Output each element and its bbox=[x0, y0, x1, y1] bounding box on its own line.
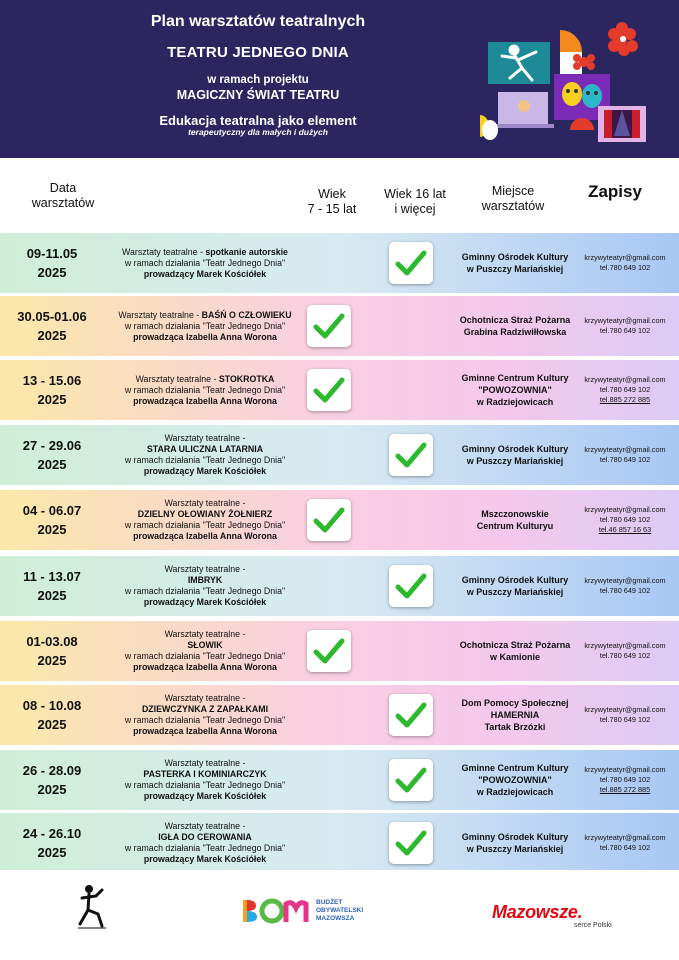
age-check-box bbox=[389, 242, 433, 284]
row-date-range: 24 - 26.10 bbox=[22, 826, 82, 841]
row-desc-leader: prowadzący Marek Kościółek bbox=[143, 466, 267, 476]
schedule-row bbox=[0, 685, 679, 745]
schedule-row bbox=[0, 556, 679, 616]
col-header-date-l1: Data bbox=[49, 181, 77, 195]
row-contact bbox=[576, 233, 674, 293]
row-contact-email[interactable]: krzywyteatyr@gmail.com bbox=[584, 445, 666, 454]
row-desc-program: w ramach działania "Teatr Jednego Dnia" bbox=[124, 715, 286, 725]
row-contact-phone-2[interactable]: tel.885 272 885 bbox=[599, 785, 651, 794]
schedule-row bbox=[0, 233, 679, 293]
bom-text-l1: BUDŻET bbox=[316, 899, 343, 906]
row-date-range: 04 - 06.07 bbox=[22, 503, 82, 518]
row-date bbox=[8, 233, 96, 293]
row-contact-email[interactable]: krzywyteatyr@gmail.com bbox=[584, 576, 666, 585]
row-place-line-2: w Puszczy Mariańskiej bbox=[466, 844, 564, 854]
col-header-date bbox=[14, 181, 112, 211]
row-contact-phone[interactable]: tel.780 649 102 bbox=[599, 326, 651, 335]
row-date-range: 13 - 15.06 bbox=[22, 373, 82, 388]
row-desc-leader: prowadząca Izabella Anna Worona bbox=[133, 395, 277, 406]
row-desc-prefix: Warsztaty teatralne - bbox=[122, 246, 206, 257]
row-description bbox=[98, 233, 312, 293]
header-line-5: Edukacja teatralna jako element bbox=[159, 113, 357, 128]
col-header-age-7-15 bbox=[298, 187, 366, 217]
row-contact-phone[interactable]: tel.780 649 102 bbox=[599, 775, 651, 784]
row-contact-phone[interactable]: tel.780 649 102 bbox=[599, 843, 651, 852]
row-date-year: 2025 bbox=[37, 265, 67, 280]
row-place-line-1: Gminny Ośrodek Kultury bbox=[461, 575, 569, 585]
row-date-range: 08 - 10.08 bbox=[22, 698, 82, 713]
row-desc-program: w ramach działania "Teatr Jednego Dnia" bbox=[124, 843, 286, 853]
schedule-row bbox=[0, 296, 679, 356]
row-date bbox=[8, 685, 96, 745]
row-desc-prefix: Warsztaty teatralne - bbox=[118, 309, 202, 320]
row-date-range: 30.05-01.06 bbox=[17, 309, 87, 324]
row-place bbox=[430, 685, 600, 745]
row-contact-email[interactable]: krzywyteatyr@gmail.com bbox=[584, 316, 666, 325]
row-place-line-2: w Puszczy Mariańskiej bbox=[466, 456, 564, 466]
row-desc-line-1 bbox=[98, 374, 312, 385]
col-header-age2-l1: Wiek 16 lat bbox=[384, 187, 446, 201]
checkmark-icon bbox=[313, 375, 345, 405]
row-desc-line-1 bbox=[98, 310, 312, 321]
row-contact bbox=[576, 425, 674, 485]
row-date bbox=[8, 425, 96, 485]
row-date bbox=[8, 490, 96, 550]
row-contact-phone[interactable]: tel.780 649 102 bbox=[599, 263, 651, 272]
row-desc-prefix: Warsztaty teatralne - bbox=[164, 821, 246, 831]
row-description bbox=[98, 813, 312, 873]
row-date bbox=[8, 750, 96, 810]
row-contact bbox=[576, 621, 674, 681]
header-line-4: MAGICZNY ŚWIAT TEATRU bbox=[176, 88, 340, 102]
schedule-row bbox=[0, 750, 679, 810]
row-date-year: 2025 bbox=[37, 457, 67, 472]
row-place-line-1: Gminny Ośrodek Kultury bbox=[461, 444, 569, 454]
checkmark-icon bbox=[395, 248, 427, 278]
row-date bbox=[8, 556, 96, 616]
row-contact-email[interactable]: krzywyteatyr@gmail.com bbox=[584, 505, 666, 514]
row-contact-phone[interactable]: tel.780 649 102 bbox=[599, 515, 651, 524]
age-check-box bbox=[307, 630, 351, 672]
col-header-age-16-plus bbox=[372, 187, 458, 217]
row-date-year: 2025 bbox=[37, 522, 67, 537]
row-desc-program: w ramach działania "Teatr Jednego Dnia" bbox=[124, 651, 286, 661]
checkmark-icon bbox=[313, 505, 345, 535]
age-check-box bbox=[307, 499, 351, 541]
checkmark-icon bbox=[395, 571, 427, 601]
row-contact bbox=[576, 813, 674, 873]
row-desc-program: w ramach działania "Teatr Jednego Dnia" bbox=[124, 780, 286, 790]
checkmark-icon bbox=[395, 828, 427, 858]
row-desc-line-1 bbox=[98, 821, 312, 832]
row-contact bbox=[576, 360, 674, 420]
row-contact-email[interactable]: krzywyteatyr@gmail.com bbox=[584, 253, 666, 262]
row-desc-line-1 bbox=[98, 758, 312, 769]
row-place bbox=[430, 813, 600, 873]
theatre-collage-illustration bbox=[480, 22, 660, 144]
row-desc-title-inline: spotkanie autorskie bbox=[205, 246, 288, 257]
col-header-place bbox=[466, 184, 560, 214]
checkmark-icon bbox=[395, 440, 427, 470]
bom-logo bbox=[242, 898, 372, 928]
row-desc-prefix: Warsztaty teatralne - bbox=[164, 629, 246, 639]
row-desc-title: PASTERKA I KOMINIARCZYK bbox=[143, 769, 267, 779]
row-description bbox=[98, 360, 312, 420]
row-contact-phone[interactable]: tel.780 649 102 bbox=[599, 715, 651, 724]
row-date-year: 2025 bbox=[37, 845, 67, 860]
theatre-dancer-logo bbox=[72, 884, 112, 932]
mazowsze-wordmark: Mazowsze. bbox=[492, 902, 583, 922]
age-check-box bbox=[389, 759, 433, 801]
row-contact-phone[interactable]: tel.780 649 102 bbox=[599, 455, 651, 464]
checkmark-icon bbox=[395, 765, 427, 795]
schedule-row bbox=[0, 813, 679, 873]
row-desc-leader: prowadząca Izabella Anna Worona bbox=[133, 726, 277, 736]
row-date-range: 11 - 13.07 bbox=[23, 569, 81, 584]
row-place-line-3: Tartak Brzózki bbox=[484, 722, 546, 732]
col-header-date-l2: warsztatów bbox=[31, 196, 95, 210]
row-place-line-2: HAMERNIA bbox=[490, 710, 540, 720]
row-desc-prefix: Warsztaty teatralne - bbox=[164, 433, 246, 443]
row-contact-email[interactable]: krzywyteatyr@gmail.com bbox=[584, 833, 666, 842]
row-place-line-1: Ochotnicza Straż Pożarna bbox=[459, 640, 571, 650]
row-desc-leader: prowadząca Izabella Anna Worona bbox=[133, 331, 277, 342]
row-place bbox=[430, 621, 600, 681]
col-header-age1-l1: Wiek bbox=[318, 187, 346, 201]
row-description bbox=[98, 490, 312, 550]
age-check-box bbox=[389, 434, 433, 476]
row-place-line-2: "POWOZOWNIA" bbox=[478, 385, 552, 395]
row-desc-line-1 bbox=[98, 498, 312, 509]
row-desc-line-1 bbox=[98, 693, 312, 704]
header-line-6: terapeutyczny dla małych i dużych bbox=[188, 127, 328, 137]
row-desc-program: w ramach działania "Teatr Jednego Dnia" bbox=[124, 384, 286, 395]
row-desc-line-1 bbox=[98, 564, 312, 575]
age-check-box bbox=[307, 305, 351, 347]
mazowsze-logo bbox=[492, 902, 622, 936]
bom-letters-icon bbox=[242, 898, 312, 924]
row-desc-title: IMBRYK bbox=[187, 575, 223, 585]
row-date-range: 27 - 29.06 bbox=[22, 438, 82, 453]
row-place-line-1: Mszczonowskie bbox=[481, 509, 549, 519]
row-date-year: 2025 bbox=[37, 588, 67, 603]
row-desc-prefix: Warsztaty teatralne - bbox=[164, 758, 246, 768]
row-date bbox=[8, 360, 96, 420]
checkmark-icon bbox=[313, 311, 345, 341]
age-check-box bbox=[389, 822, 433, 864]
row-contact-phone[interactable]: tel.780 649 102 bbox=[599, 586, 651, 595]
row-place bbox=[430, 556, 600, 616]
row-contact-email[interactable]: krzywyteatyr@gmail.com bbox=[584, 705, 666, 714]
age-check-box bbox=[389, 565, 433, 607]
row-description bbox=[98, 621, 312, 681]
row-desc-line-1 bbox=[98, 629, 312, 640]
schedule-row bbox=[0, 490, 679, 550]
row-contact-phone-2[interactable]: tel.885 272 885 bbox=[599, 395, 651, 404]
row-desc-title: DZIEWCZYNKA Z ZAPAŁKAMI bbox=[141, 704, 269, 714]
row-desc-leader: prowadząca Izabella Anna Worona bbox=[133, 662, 277, 672]
row-desc-leader: prowadzący Marek Kościółek bbox=[143, 791, 267, 801]
checkmark-icon bbox=[395, 700, 427, 730]
row-desc-title: STARA ULICZNA LATARNIA bbox=[146, 444, 264, 454]
row-place-line-2: Centrum Kulturyu bbox=[476, 521, 554, 531]
row-description bbox=[98, 296, 312, 356]
row-desc-title-inline: STOKROTKA bbox=[218, 373, 275, 384]
row-place bbox=[430, 296, 600, 356]
row-date-year: 2025 bbox=[37, 328, 67, 343]
col-header-age1-l2: 7 - 15 lat bbox=[307, 202, 357, 216]
checkmark-icon bbox=[313, 636, 345, 666]
row-place bbox=[430, 490, 600, 550]
row-desc-line-1 bbox=[98, 433, 312, 444]
row-desc-program: w ramach działania "Teatr Jednego Dnia" bbox=[124, 320, 286, 331]
schedule-row bbox=[0, 621, 679, 681]
row-description bbox=[98, 425, 312, 485]
bom-text-l3: MAZOWSZA bbox=[316, 915, 355, 922]
row-description bbox=[98, 750, 312, 810]
row-desc-prefix: Warsztaty teatralne - bbox=[164, 693, 246, 703]
row-contact bbox=[576, 490, 674, 550]
row-description bbox=[98, 556, 312, 616]
row-contact bbox=[576, 750, 674, 810]
row-desc-program: w ramach działania "Teatr Jednego Dnia" bbox=[124, 520, 286, 530]
row-place-line-2: w Kamionie bbox=[489, 652, 540, 662]
row-desc-program: w ramach działania "Teatr Jednego Dnia" bbox=[124, 257, 286, 268]
row-date-year: 2025 bbox=[37, 392, 67, 407]
row-place bbox=[430, 360, 600, 420]
header-banner bbox=[0, 0, 679, 158]
header-line-3: w ramach projektu bbox=[207, 74, 309, 86]
row-place-line-1: Gminne Centrum Kultury bbox=[461, 373, 569, 383]
row-desc-prefix: Warsztaty teatralne - bbox=[135, 373, 219, 384]
header-line-2: TEATRU JEDNEGO DNIA bbox=[167, 44, 349, 61]
mazowsze-tagline: serce Polski bbox=[574, 922, 612, 929]
row-place-line-1: Gminne Centrum Kultury bbox=[461, 763, 569, 773]
row-place-line-1: Gminny Ośrodek Kultury bbox=[461, 252, 569, 262]
row-place-line-3: w Radziejowicach bbox=[476, 397, 554, 407]
row-date bbox=[8, 621, 96, 681]
row-desc-title: IGŁA DO CEROWANIA bbox=[158, 832, 252, 842]
age-check-box bbox=[389, 694, 433, 736]
row-desc-program: w ramach działania "Teatr Jednego Dnia" bbox=[124, 586, 286, 596]
row-date bbox=[8, 296, 96, 356]
row-contact-phone[interactable]: tel.780 649 102 bbox=[599, 385, 651, 394]
row-contact bbox=[576, 296, 674, 356]
row-date-range: 26 - 28.09 bbox=[22, 763, 82, 778]
row-date-range: 09-11.05 bbox=[26, 246, 78, 261]
row-place-line-2: Grabina Radziwiłłowska bbox=[463, 327, 567, 337]
row-contact-email[interactable]: krzywyteatyr@gmail.com bbox=[584, 765, 666, 774]
col-header-age2-l2: i więcej bbox=[394, 202, 436, 216]
row-place bbox=[430, 233, 600, 293]
row-date-year: 2025 bbox=[37, 782, 67, 797]
schedule-row bbox=[0, 360, 679, 420]
row-place-line-2: "POWOZOWNIA" bbox=[478, 775, 552, 785]
row-contact bbox=[576, 556, 674, 616]
row-place-line-2: w Puszczy Mariańskiej bbox=[466, 587, 564, 597]
schedule-row bbox=[0, 425, 679, 485]
row-desc-title-inline: BAŚŃ O CZŁOWIEKU bbox=[201, 309, 292, 320]
row-desc-leader: prowadzący Marek Kościółek bbox=[143, 268, 267, 279]
row-place bbox=[430, 750, 600, 810]
row-desc-leader: prowadzący Marek Kościółek bbox=[143, 597, 267, 607]
row-desc-prefix: Warsztaty teatralne - bbox=[164, 564, 246, 574]
col-header-place-l1: Miejsce bbox=[491, 184, 535, 198]
col-header-signup: Zapisy bbox=[588, 182, 642, 201]
row-place-line-3: w Radziejowicach bbox=[476, 787, 554, 797]
row-desc-line-1 bbox=[98, 247, 312, 258]
row-contact bbox=[576, 685, 674, 745]
row-desc-leader: prowadząca Izabella Anna Worona bbox=[133, 531, 277, 541]
row-desc-program: w ramach działania "Teatr Jednego Dnia" bbox=[124, 455, 286, 465]
row-place-line-1: Gminny Ośrodek Kultury bbox=[461, 832, 569, 842]
row-place-line-2: w Puszczy Mariańskiej bbox=[466, 264, 564, 274]
bom-text-l2: OBYWATELSKI bbox=[316, 907, 364, 914]
row-description bbox=[98, 685, 312, 745]
row-place-line-1: Dom Pomocy Społecznej bbox=[461, 698, 569, 708]
row-contact-phone[interactable]: tel.780 649 102 bbox=[599, 651, 651, 660]
row-desc-prefix: Warsztaty teatralne - bbox=[164, 498, 246, 508]
row-desc-title: DZIELNY OŁOWIANY ŻOŁNIERZ bbox=[137, 509, 273, 519]
row-contact-email[interactable]: krzywyteatyr@gmail.com bbox=[584, 375, 666, 384]
row-contact-email[interactable]: krzywyteatyr@gmail.com bbox=[584, 641, 666, 650]
col-header-place-l2: warsztatów bbox=[481, 199, 545, 213]
footer bbox=[0, 870, 679, 960]
row-desc-leader: prowadzący Marek Kościółek bbox=[143, 854, 267, 864]
row-date-year: 2025 bbox=[37, 717, 67, 732]
row-desc-title: SŁOWIK bbox=[187, 640, 223, 650]
row-place bbox=[430, 425, 600, 485]
row-contact-phone-2[interactable]: tel.46 857 16 63 bbox=[598, 525, 652, 534]
age-check-box bbox=[307, 369, 351, 411]
row-date bbox=[8, 813, 96, 873]
row-date-year: 2025 bbox=[37, 653, 67, 668]
header-line-1: Plan warsztatów teatralnych bbox=[150, 13, 366, 30]
row-date-range: 01-03.08 bbox=[26, 634, 78, 649]
row-place-line-1: Ochotnicza Straż Pożarna bbox=[459, 315, 571, 325]
